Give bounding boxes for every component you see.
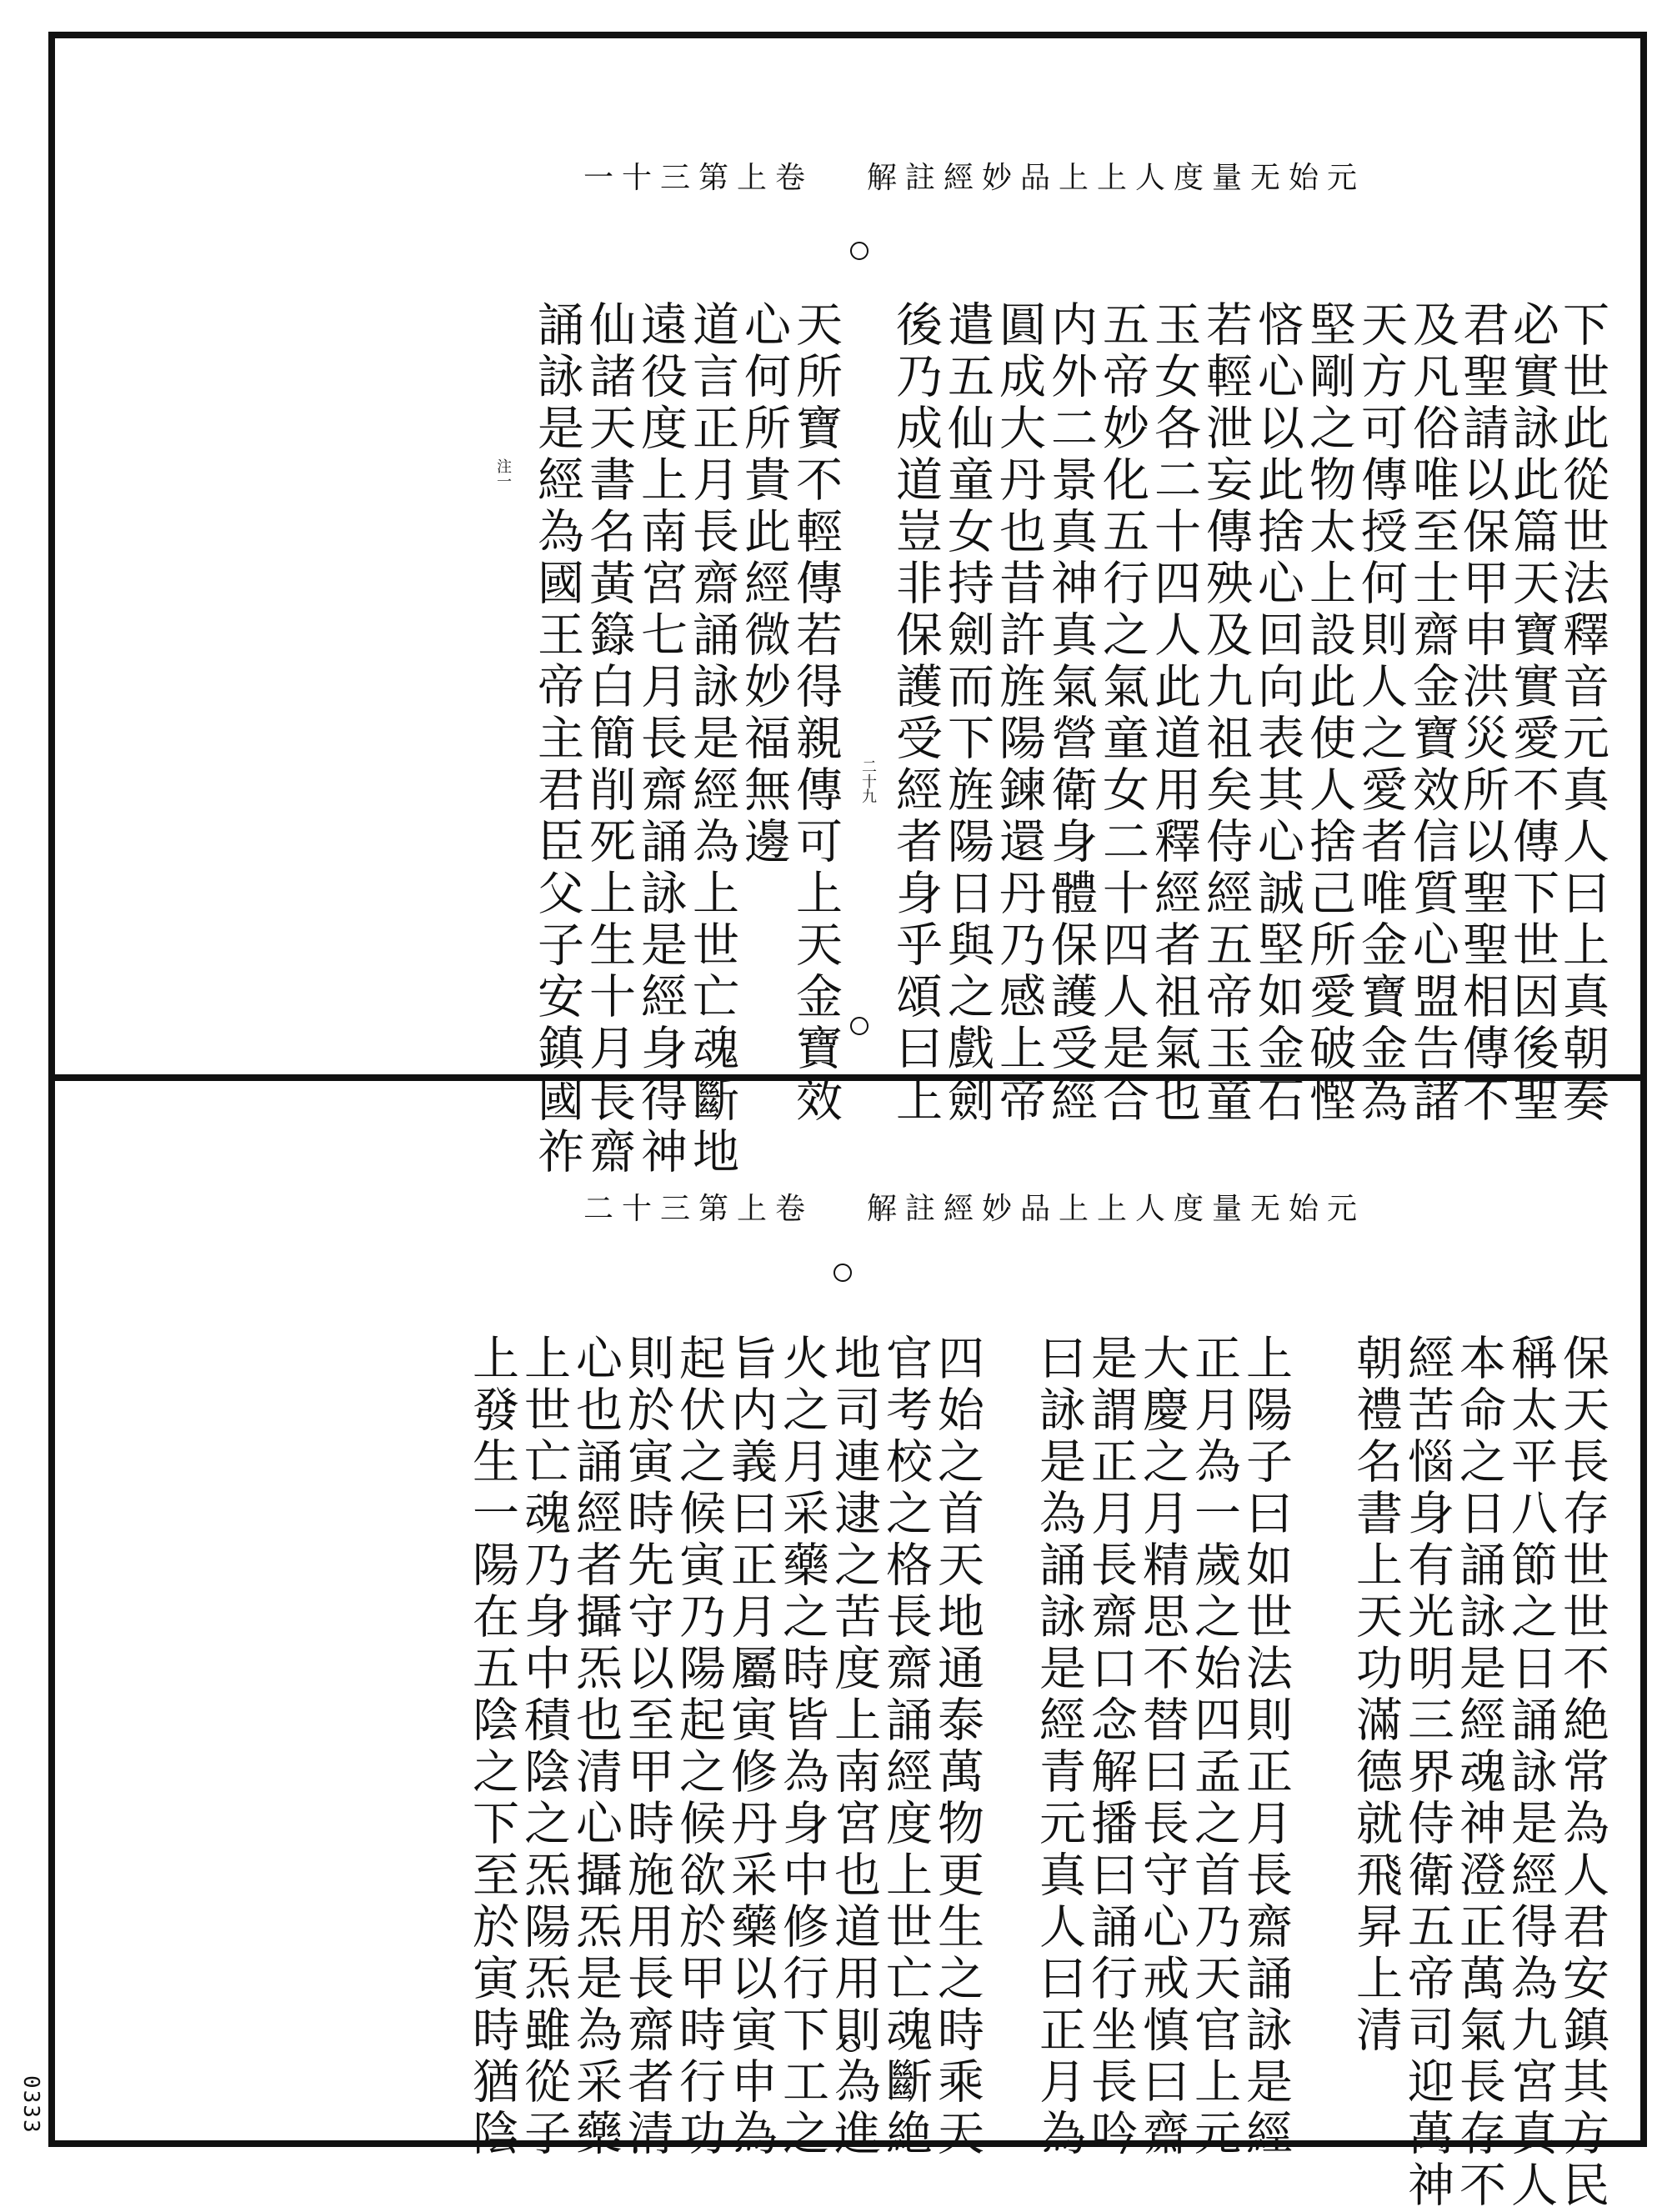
text-column: 經苦惱身有光明三界侍衛五帝司迎萬神 xyxy=(1400,1334,1454,2212)
text-column: 下世此從世法釋音元真人曰上真朝奏 xyxy=(1555,300,1609,1127)
top-header-title: 解註經妙品上上人度量无始元 xyxy=(867,161,1366,195)
text-column: 起伏之候寅乃陽起之候欲於甲時行功 xyxy=(672,1334,726,2160)
circle-mark xyxy=(834,1264,852,1282)
text-column: 悋心以此捨心回向表其心誠堅如金石 xyxy=(1250,300,1304,1127)
text-column: 堅剛之物太上設此使人捨己所愛破慳 xyxy=(1302,300,1356,1127)
text-column: 及凡俗唯至士齋金寶效信質心盟告諸 xyxy=(1405,300,1459,1127)
text-column: 官考校之格長齋誦經度上世亡魂斷絶 xyxy=(879,1334,933,2160)
text-column: 天所寶不輕傳若得親傳可上天金寶效 xyxy=(788,300,843,1127)
text-column: 天方可傳授何則人之愛者唯金寶金為 xyxy=(1354,300,1408,1127)
text-column: 道言正月長齋誦詠是經為上世亡魂斷地 xyxy=(685,300,739,1179)
text-column: 保天長存世世不絶常為人君安鎮其方民 xyxy=(1555,1334,1609,2212)
text-column: 上陽子曰如世法則正月長齋誦詠是經 xyxy=(1239,1334,1293,2160)
text-column: 四始之首天地通泰萬物更生之時乘天 xyxy=(930,1334,984,2160)
text-column: 朝禮名書上天功滿德就飛昇上清 xyxy=(1349,1334,1403,2057)
bottom-header-volume: 二十三第上卷 xyxy=(583,1192,814,1226)
bottom-header-title: 解註經妙品上上人度量无始元 xyxy=(867,1192,1366,1226)
top-header-volume: 一十三第上卷 xyxy=(583,161,814,195)
text-column: 則於寅時先守以至甲時施用長齋者清 xyxy=(620,1334,674,2160)
text-column: 大慶之月精思不替曰長守心戒慎曰齋 xyxy=(1135,1334,1189,2160)
text-column: 君聖請以保甲申洪災所以聖聖相傳不 xyxy=(1455,300,1509,1127)
text-column: 火之月采藥之時皆為身中修行下工之 xyxy=(775,1334,829,2160)
text-column: 旨内義曰正月屬寅修丹采藥以寅申為 xyxy=(723,1334,778,2160)
text-column: 内外二景真神真氣營衛身體保護受經 xyxy=(1044,300,1098,1127)
circle-mark xyxy=(850,242,869,260)
text-column: 上發生一陽在五陰之下至於寅時猶陰 xyxy=(465,1334,519,2160)
text-column: 若輕泄妄傳殃及九祖矣侍經五帝玉童 xyxy=(1199,300,1253,1127)
bottom-page-panel xyxy=(58,1083,1639,2212)
text-column: 圓成大丹也昔許旌陽鍊還丹乃感上帝 xyxy=(992,300,1046,1127)
text-column: 仙諸天書名黃籙白簡削死上生十月長齋 xyxy=(582,300,636,1179)
text-column: 玉女各二十四人此道用釋經者祖氣也 xyxy=(1147,300,1201,1127)
text-column: 稱太平八節之日誦詠是經得為九宮真人 xyxy=(1504,1334,1558,2212)
folio-mark: 注一 xyxy=(494,458,512,488)
text-column: 心也誦經者攝炁也清心攝炁是為采藥 xyxy=(568,1334,623,2160)
top-page-panel xyxy=(58,42,1639,1179)
text-column: 五帝妙化五行之氣童女二十四人是合 xyxy=(1095,300,1149,1127)
text-column: 是謂正月長齋口念解播曰誦行坐長吟 xyxy=(1084,1334,1138,2160)
text-column: 曰詠是為誦詠是經青元真人曰正月為 xyxy=(1032,1334,1086,2160)
text-column: 上世亡魂乃身中積陰之炁陽炁雖從子 xyxy=(517,1334,571,2160)
text-column: 遣五仙童女持劍而下旌陽日與之戲劍 xyxy=(940,300,994,1127)
folio-number: 二十九 xyxy=(859,758,877,803)
circle-mark xyxy=(850,1017,869,1035)
text-column: 必實詠此篇天寶實愛不傳下世因後聖 xyxy=(1505,300,1559,1127)
text-column: 正月為一歲之始四孟之首乃天官上元 xyxy=(1187,1334,1241,2160)
text-column: 心何所貴此經微妙福無邊 xyxy=(737,300,791,868)
text-column: 遠役度上南宮七月長齋誦詠是經身得神 xyxy=(633,300,688,1179)
page-number: 0333 xyxy=(18,2075,43,2134)
text-column: 地司連逮之苦度上南宮也道用則為進 xyxy=(827,1334,881,2160)
text-column: 本命之日誦詠是經魂神澄正萬氣長存不 xyxy=(1452,1334,1506,2212)
text-column: 後乃成道豈非保護受經者身乎頌曰上 xyxy=(889,300,943,1127)
text-column: 誦詠是經為國王帝主君臣父子安鎮國祚 xyxy=(530,300,584,1179)
